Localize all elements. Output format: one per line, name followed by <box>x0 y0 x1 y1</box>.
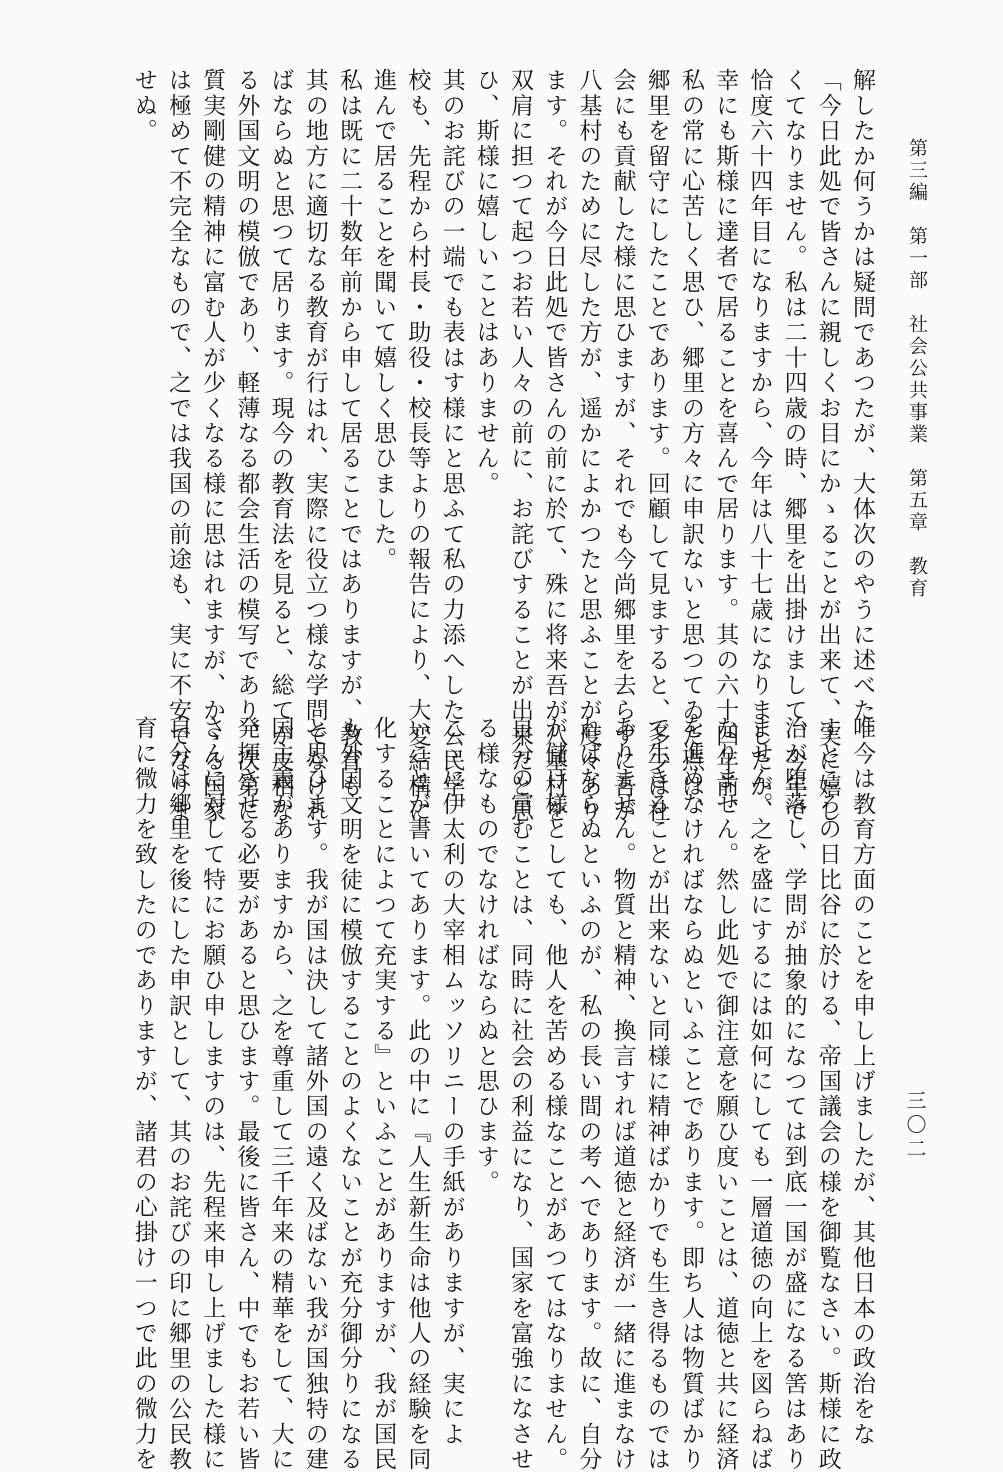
text-line: 其の地方に適切なる教育が行はれ、実際に役立つ様な学問でなけれ <box>301 68 328 824</box>
text-line: なりません。然し此処で御注意を願ひ度いことは、道徳と共に経済 <box>712 716 739 1472</box>
lower-text-block <box>71 716 879 1472</box>
text-line: 自分は郷里を後にした申訳として、其のお詫びの印に郷里の公民教 <box>164 716 191 1472</box>
text-line: 私は既に二十数年前から申して居ることではありますが、教育も <box>335 68 362 799</box>
text-line: 双肩に担つて起つお若い人々の前に、お詫びすることが出来たと思 <box>506 68 533 824</box>
text-line: 郷里を留守にしたことであります。回顧して見ますると、多少は社 <box>643 68 670 824</box>
text-line: さんに対して特にお願ひ申しますのは、先程来申し上げました様に <box>199 716 226 1472</box>
text-line: る様なものでなければならぬと思ひます。 <box>472 716 499 1195</box>
text-line: 私の常に心苦しく思ひ、郷里の方々に申訳ないと思つてゐた点は、 <box>677 68 704 824</box>
upper-text-block <box>71 68 879 824</box>
text-line: 唯今は教育方面のことを申し上げましたが、其他日本の政治をな <box>849 716 875 1447</box>
text-line: ます。それが今日此処で皆さんの前に於て、殊に将来吾が八基村を <box>541 68 568 824</box>
text-line: くてなりません。私は二十四歳の時、郷里を出掛けまして、今年で <box>780 68 807 824</box>
text-line: 質実剛健の精神に富む人が少くなる様に思はれますが、かゝる国家 <box>199 68 226 824</box>
text-line: すところの日比谷に於ける、帝国議会の様を御覧なさい。斯様に政 <box>814 716 841 1472</box>
page-number: 三〇二 <box>903 1090 927 1162</box>
text-line: ればならぬといふのが、私の長い間の考へであります。故に、自分 <box>575 716 602 1472</box>
text-line: 発揮させる必要があると思ひます。最後に皆さん、中でもお若い皆 <box>233 716 260 1472</box>
text-line: を進めなければならぬといふことであります。即ち人は物質ばかり <box>677 716 704 1472</box>
text-line: 「今日此処で皆さんに親しくお目にかゝることが出来て、実に嬉し <box>814 68 841 824</box>
text-line: 進んで居ることを聞いて嬉しく思ひました。 <box>370 68 397 572</box>
text-line: で生きることが出来ないと同様に精神ばかりでも生き得るものでは <box>643 716 670 1472</box>
text-line: が儲け様としても、他人を苦める様なことがあつてはなりません。 <box>541 716 568 1472</box>
text-line: と思ひます。我が国は決して諸外国の遠く及ばない我が国独特の建 <box>301 716 328 1472</box>
text-line: 自分の富むことは、同時に社会の利益になり、国家を富強になさせ <box>506 716 533 1472</box>
text-line: 化することによつて充実する』といふことがありますが、我が国民 <box>370 716 397 1472</box>
text-line: ません。之を盛にするには如何にしても一層道徳の向上を図らねば <box>746 716 773 1472</box>
text-line: も外国文明を徒に模倣することのよくないことが充分御分りになる <box>335 716 362 1472</box>
text-line: 治が堕落し、学問が抽象的になつては到底一国が盛になる筈はあり <box>780 716 807 1472</box>
running-header: 第三編 第一部 社会公共事業 第五章 教育 <box>906 138 928 600</box>
text-line: ばならぬと思つて居ります。現今の教育法を見ると、総てが皮相な <box>267 68 294 824</box>
text-line: 幸にも斯様に達者で居ることを喜んで居ります。其の六十四年前、 <box>712 68 739 824</box>
text-line: 恰度六十四年目になりますから、今年は八十七歳になりましたが、 <box>746 68 773 824</box>
text-line: る外国文明の模倣であり、軽薄なる都会生活の模写であり、次第に <box>233 68 260 824</box>
text-line: 其のお詫びの一端でも表はす様にと思ふて私の力添へした公民学 <box>438 68 465 799</box>
text-line: 八基村のために尽した方が、遥かによかつたと思ふことが度々あり <box>575 68 602 824</box>
text-line: 育に微力を致したのでありますが、諸君の心掛け一つで此の微力を <box>130 716 157 1472</box>
text-line: 会にも貢献した様に思ひますが、それでも今尚郷里を去らずに吾が <box>609 68 636 824</box>
text-line: 解したか何うかは疑問であつたが、大体次のやうに述べた。 <box>849 68 875 749</box>
text-line: こゝに伊太利の大宰相ムッソリニーの手紙がありますが、実によ <box>438 716 465 1447</box>
text-line: ひ、斯様に嬉しいことはありません。 <box>472 68 499 497</box>
text-line: 国主義がありますから、之を尊重して三千年来の精華をして、大に <box>267 716 294 1472</box>
text-line: ありません。物質と精神、換言すれば道徳と経済が一緒に進まなけ <box>609 716 636 1472</box>
text-line: 校も、先程から村長・助役・校長等よりの報告により、大変結構に <box>404 68 431 824</box>
text-line: せぬ。 <box>130 68 157 144</box>
text-line: いことが書いてあります。此の中に『人生新生命は他人の経験を同 <box>404 716 431 1472</box>
text-line: は極めて不完全なもので、之では我国の前途も、実に不安でなりま <box>164 68 191 824</box>
